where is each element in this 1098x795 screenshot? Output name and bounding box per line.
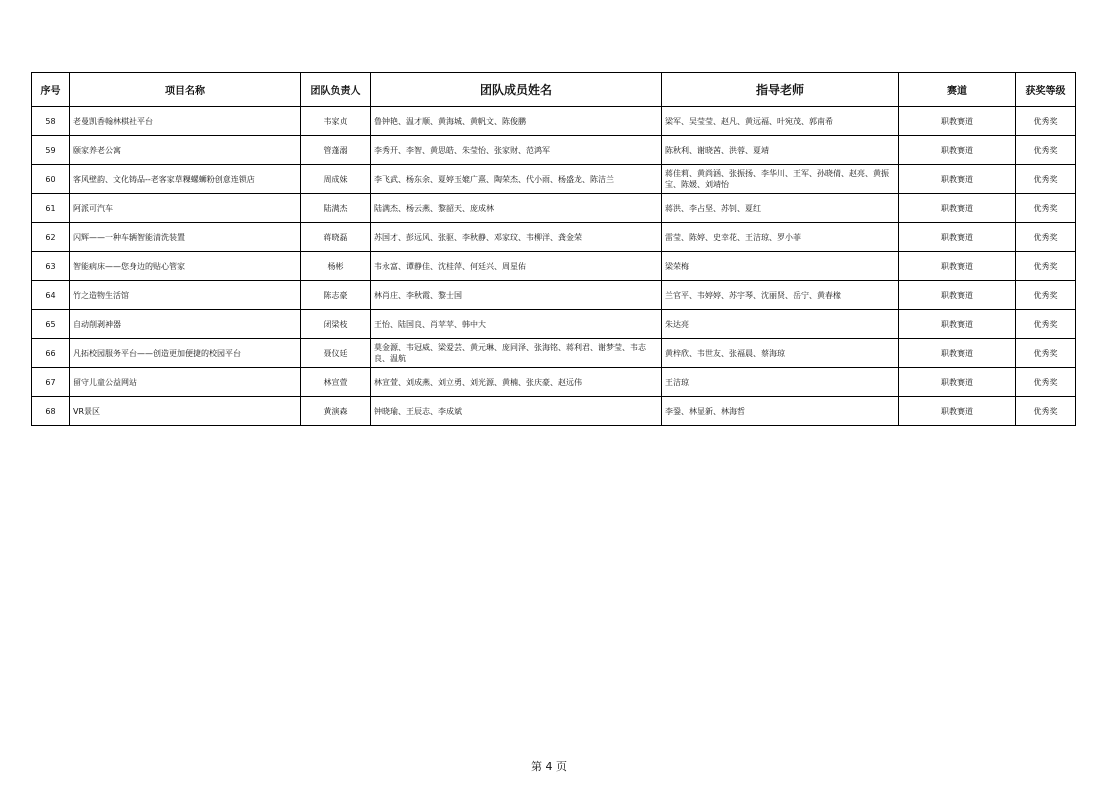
advisors-cell: 王洁琼 [662,368,899,397]
table-row [32,107,1076,136]
members-cell: 李秀开、李智、黄思皓、朱莹怡、张家财、范鸿军 [371,136,662,165]
project-cell: 智能病床——您身边的贴心管家 [70,252,301,281]
leader-cell: 周成妹 [301,165,371,194]
project-cell: 凡拓校园服务平台——创造更加便捷的校园平台 [70,339,301,368]
leader-cell: 管蓬溺 [301,136,371,165]
track-cell: 职教赛道 [899,165,1016,194]
leader-cell: 黄演森 [301,397,371,426]
members-cell: 王怡、陆国良、肖苹苹、韩中大 [371,310,662,339]
track-cell: 职教赛道 [899,397,1016,426]
index-cell: 61 [32,194,70,223]
table-body [32,107,1076,426]
index-cell: 59 [32,136,70,165]
advisors-cell: 黄梓欣、韦世友、张福晨、蔡海琼 [662,339,899,368]
index-cell: 63 [32,252,70,281]
members-cell: 陆满杰、杨云燕、黎韶天、庞成林 [371,194,662,223]
award-cell: 优秀奖 [1016,107,1076,136]
track-cell: 职教赛道 [899,281,1016,310]
table-row [32,310,1076,339]
project-cell: 颐家养老公寓 [70,136,301,165]
track-cell: 职教赛道 [899,107,1016,136]
award-table [31,72,1076,426]
table-row [32,194,1076,223]
table-row [32,339,1076,368]
track-cell: 职教赛道 [899,368,1016,397]
award-cell: 优秀奖 [1016,223,1076,252]
members-cell: 苏国才、彭远风、张驱、李秋静、邓家玟、韦柳洋、龚金荣 [371,223,662,252]
leader-cell: 聂仪廷 [301,339,371,368]
index-cell: 65 [32,310,70,339]
col-header-index: 序号 [32,73,70,107]
award-cell: 优秀奖 [1016,339,1076,368]
leader-cell: 韦家贞 [301,107,371,136]
header-row [32,73,1076,107]
col-header-advisors: 指导老师 [662,73,899,107]
award-cell: 优秀奖 [1016,397,1076,426]
table-row [32,223,1076,252]
award-cell: 优秀奖 [1016,281,1076,310]
col-header-track: 赛道 [899,73,1016,107]
project-cell: VR景区 [70,397,301,426]
track-cell: 职教赛道 [899,252,1016,281]
members-cell: 鲁钟艳、温才顺、黄海城、黄帆文、陈俊鹏 [371,107,662,136]
index-cell: 64 [32,281,70,310]
leader-cell: 陆满杰 [301,194,371,223]
track-cell: 职教赛道 [899,136,1016,165]
table-row [32,368,1076,397]
project-cell: 自动削剥神器 [70,310,301,339]
table-row [32,397,1076,426]
track-cell: 职教赛道 [899,310,1016,339]
leader-cell: 林宣萱 [301,368,371,397]
project-cell: 闪辉——一种车辆智能清洗装置 [70,223,301,252]
advisors-cell: 朱达亮 [662,310,899,339]
index-cell: 60 [32,165,70,194]
project-cell: 竹之造物生活馆 [70,281,301,310]
col-header-members: 团队成员姓名 [371,73,662,107]
award-cell: 优秀奖 [1016,136,1076,165]
track-cell: 职教赛道 [899,339,1016,368]
project-cell: 阿派可汽车 [70,194,301,223]
col-header-award: 获奖等级 [1016,73,1076,107]
members-cell: 莫金源、韦冠威、梁爱芸、黄元琳、庞同泽、张海铭、蒋利君、谢梦莹、韦志良、温航 [371,339,662,368]
advisors-cell: 雷莹、陈婷、史幸花、王洁琼、罗小菲 [662,223,899,252]
members-cell: 钟晓瑜、王辰志、李成斌 [371,397,662,426]
advisors-cell: 梁荣梅 [662,252,899,281]
award-cell: 优秀奖 [1016,194,1076,223]
index-cell: 62 [32,223,70,252]
advisors-cell: 蒋洪、李占坚、苏钊、夏红 [662,194,899,223]
advisors-cell: 李銎、林显新、林海哲 [662,397,899,426]
table-row [32,281,1076,310]
leader-cell: 闭梁枝 [301,310,371,339]
leader-cell: 蒋晓磊 [301,223,371,252]
index-cell: 68 [32,397,70,426]
index-cell: 66 [32,339,70,368]
page-number: 第 4 页 [531,760,567,773]
leader-cell: 陈志豪 [301,281,371,310]
col-header-project: 项目名称 [70,73,301,107]
members-cell: 韦永富、谭静佳、沈桂萍、何廷兴、周星佑 [371,252,662,281]
project-cell: 客风壁韵、文化铸品--老客家草粿螺蛳粉创意连锁店 [70,165,301,194]
table-row [32,252,1076,281]
index-cell: 58 [32,107,70,136]
table-row [32,136,1076,165]
table-row [32,165,1076,194]
award-cell: 优秀奖 [1016,310,1076,339]
index-cell: 67 [32,368,70,397]
col-header-leader: 团队负责人 [301,73,371,107]
project-cell: 老曼凯香翰林棋社平台 [70,107,301,136]
members-cell: 林肖庄、李秋霞、黎士国 [371,281,662,310]
award-cell: 优秀奖 [1016,252,1076,281]
project-cell: 留守儿童公益网站 [70,368,301,397]
award-cell: 优秀奖 [1016,165,1076,194]
award-cell: 优秀奖 [1016,368,1076,397]
advisors-cell: 陈秋利、谢晓茜、洪蓉、夏靖 [662,136,899,165]
track-cell: 职教赛道 [899,223,1016,252]
leader-cell: 杨彬 [301,252,371,281]
members-cell: 林宣萱、刘成燕、刘立勇、刘光源、黄楠、张庆豪、赵远伟 [371,368,662,397]
track-cell: 职教赛道 [899,194,1016,223]
advisors-cell: 蒋佳莉、黄尚涵、张振扬、李华川、王军、孙晓倩、赵亮、黄振宝、陈媛、刘靖怡 [662,165,899,194]
advisors-cell: 梁军、吴莹莹、赵凡、黄远福、叶宛茂、郭南希 [662,107,899,136]
advisors-cell: 兰官平、韦婷婷、苏宇琴、沈丽贤、岳宁、黄春椽 [662,281,899,310]
members-cell: 李飞武、杨东余、夏婷玉媲广熹、陶荣杰、代小雨、杨盛龙、陈洁兰 [371,165,662,194]
